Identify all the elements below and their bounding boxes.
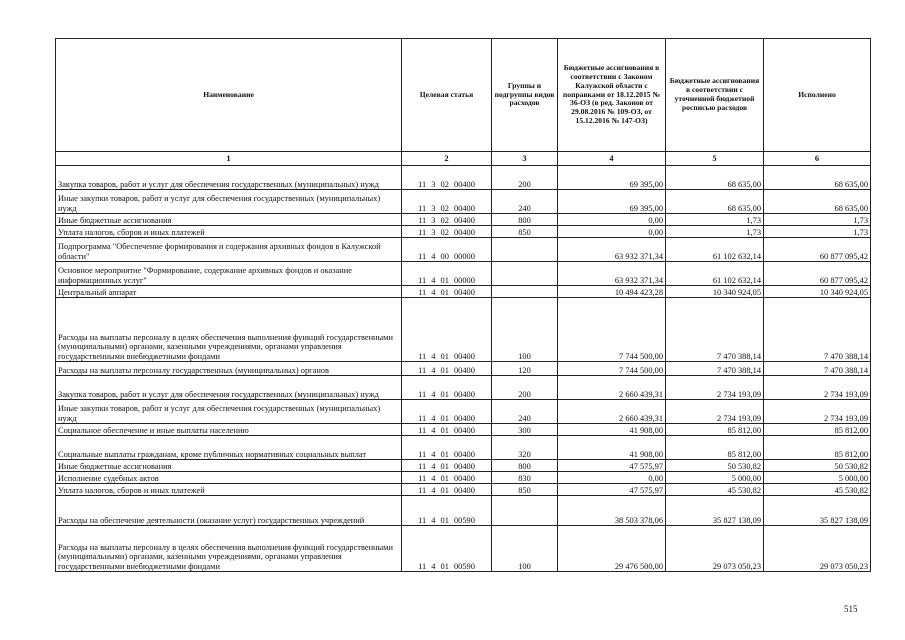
row-target-article: 11 4 00 00000 [402,238,492,262]
row-target-article: 11 4 01 00590 [402,526,492,572]
table-row [56,400,871,424]
row-name: Социальное обеспечение и иные выплаты населению [56,424,402,436]
row-roster-appropriation: 1,73 [666,226,764,238]
table-row [56,286,871,298]
header-executed: Исполнено [764,39,871,152]
row-expense-group: 120 [492,362,558,376]
row-law-appropriation: 7 744 500,00 [558,298,666,362]
table-row [56,238,871,262]
row-law-appropriation: 29 476 500,00 [558,526,666,572]
row-executed-amount: 85 812,00 [764,436,871,460]
row-roster-appropriation: 61 102 632,14 [666,262,764,286]
row-expense-group: 850 [492,484,558,496]
header-expense-groups: Группы и подгруппы видов расходов [492,39,558,152]
row-name: Расходы на выплаты персоналу в целях обеспечения выполнения функций государственными (муниципальными) органами, казенными учреждениями, органами управления государственными внебюджетными фондами [56,526,402,572]
row-law-appropriation: 10 494 423,28 [558,286,666,298]
row-target-article: 11 4 01 00590 [402,496,492,526]
row-roster-appropriation: 68 635,00 [666,190,764,214]
row-expense-group: 100 [492,526,558,572]
row-executed-amount: 68 635,00 [764,190,871,214]
row-target-article: 11 4 01 00400 [402,472,492,484]
row-roster-appropriation: 2 734 193,09 [666,400,764,424]
column-number: 6 [764,152,871,166]
row-expense-group [492,286,558,298]
budget-execution-table [55,38,871,572]
header-name: Наименование [56,39,402,152]
row-law-appropriation: 0,00 [558,214,666,226]
row-name: Подпрограмма "Обеспечение формирования и содержания архивных фондов в Калужской области" [56,238,402,262]
row-executed-amount: 1,73 [764,226,871,238]
row-name: Иные бюджетные ассигнования [56,460,402,472]
row-law-appropriation: 0,00 [558,472,666,484]
row-expense-group: 800 [492,460,558,472]
table-body [56,166,871,572]
row-roster-appropriation: 7 470 388,14 [666,362,764,376]
row-executed-amount: 10 340 924,05 [764,286,871,298]
row-expense-group: 200 [492,376,558,400]
row-target-article: 11 4 01 00400 [402,298,492,362]
row-executed-amount: 45 530,82 [764,484,871,496]
row-expense-group [492,496,558,526]
row-roster-appropriation: 5 000,00 [666,472,764,484]
row-executed-amount: 5 000,00 [764,472,871,484]
row-executed-amount: 68 635,00 [764,166,871,190]
row-expense-group: 240 [492,400,558,424]
row-target-article: 11 4 01 00400 [402,484,492,496]
row-executed-amount: 7 470 388,14 [764,298,871,362]
row-executed-amount: 35 827 138,09 [764,496,871,526]
page-number: 515 [844,604,858,614]
table-row [56,262,871,286]
row-executed-amount: 29 073 050,23 [764,526,871,572]
row-expense-group: 100 [492,298,558,362]
row-executed-amount: 60 877 095,42 [764,238,871,262]
row-target-article: 11 4 01 00400 [402,362,492,376]
row-law-appropriation: 63 932 371,34 [558,238,666,262]
row-name: Уплата налогов, сборов и иных платежей [56,484,402,496]
row-name: Иные закупки товаров, работ и услуг для обеспечения государственных (муниципальных) нужд [56,400,402,424]
row-roster-appropriation: 61 102 632,14 [666,238,764,262]
row-law-appropriation: 47 575,97 [558,460,666,472]
column-number: 3 [492,152,558,166]
row-roster-appropriation: 35 827 138,09 [666,496,764,526]
row-law-appropriation: 41 908,00 [558,436,666,460]
row-target-article: 11 4 01 00000 [402,262,492,286]
table-row [56,496,871,526]
row-name: Закупка товаров, работ и услуг для обеспечения государственных (муниципальных) нужд [56,376,402,400]
row-name: Основное мероприятие "Формирование, содержание архивных фондов и оказание информационных услуг" [56,262,402,286]
row-roster-appropriation: 7 470 388,14 [666,298,764,362]
row-target-article: 11 3 02 00400 [402,190,492,214]
table-row [56,214,871,226]
row-name: Уплата налогов, сборов и иных платежей [56,226,402,238]
table-row [56,484,871,496]
row-target-article: 11 3 02 00400 [402,214,492,226]
row-roster-appropriation: 2 734 193,09 [666,376,764,400]
row-target-article: 11 4 01 00400 [402,436,492,460]
row-target-article: 11 4 01 00400 [402,286,492,298]
row-name: Иные закупки товаров, работ и услуг для обеспечения государственных (муниципальных) нужд [56,190,402,214]
header-target-article: Целевая статья [402,39,492,152]
row-expense-group: 300 [492,424,558,436]
table-row [56,424,871,436]
row-executed-amount: 2 734 193,09 [764,376,871,400]
row-law-appropriation: 0,00 [558,226,666,238]
table-row [56,472,871,484]
row-name: Расходы на выплаты персоналу государственных (муниципальных) органов [56,362,402,376]
table-row [56,190,871,214]
row-expense-group: 240 [492,190,558,214]
row-expense-group [492,238,558,262]
row-roster-appropriation: 85 812,00 [666,436,764,460]
row-expense-group: 830 [492,472,558,484]
row-expense-group: 200 [492,166,558,190]
row-executed-amount: 60 877 095,42 [764,262,871,286]
table-row [56,436,871,460]
column-number: 4 [558,152,666,166]
row-expense-group: 320 [492,436,558,460]
row-law-appropriation: 69 395,00 [558,166,666,190]
row-executed-amount: 85 812,00 [764,424,871,436]
table-row [56,166,871,190]
row-roster-appropriation: 45 530,82 [666,484,764,496]
row-law-appropriation: 2 660 439,31 [558,400,666,424]
table-row [56,460,871,472]
table-row [56,362,871,376]
row-law-appropriation: 7 744 500,00 [558,362,666,376]
row-expense-group: 800 [492,214,558,226]
row-name: Иные бюджетные ассигнования [56,214,402,226]
table-row [56,376,871,400]
column-number: 2 [402,152,492,166]
column-number: 1 [56,152,402,166]
row-law-appropriation: 2 660 439,31 [558,376,666,400]
row-roster-appropriation: 10 340 924,05 [666,286,764,298]
row-name: Расходы на обеспечение деятельности (оказание услуг) государственных учреждений [56,496,402,526]
header-roster-appropriations: Бюджетные ассигнования в соответствии с уточненной бюджетной росписью расходов [666,39,764,152]
row-law-appropriation: 63 932 371,34 [558,262,666,286]
row-roster-appropriation: 68 635,00 [666,166,764,190]
row-law-appropriation: 41 908,00 [558,424,666,436]
row-executed-amount: 7 470 388,14 [764,362,871,376]
row-executed-amount: 2 734 193,09 [764,400,871,424]
row-target-article: 11 4 01 00400 [402,376,492,400]
row-name: Расходы на выплаты персоналу в целях обеспечения выполнения функций государственными (муниципальными) органами, казенными учреждениями, органами управления государственными внебюджетными фондами [56,298,402,362]
row-roster-appropriation: 29 073 050,23 [666,526,764,572]
row-executed-amount: 50 530,82 [764,460,871,472]
column-number: 5 [666,152,764,166]
row-law-appropriation: 69 395,00 [558,190,666,214]
row-name: Социальные выплаты гражданам, кроме публичных нормативных социальных выплат [56,436,402,460]
row-law-appropriation: 38 503 378,06 [558,496,666,526]
row-roster-appropriation: 1,73 [666,214,764,226]
row-law-appropriation: 47 575,97 [558,484,666,496]
row-target-article: 11 4 01 00400 [402,400,492,424]
header-row [56,39,871,152]
table-row [56,526,871,572]
row-name: Центральный аппарат [56,286,402,298]
row-expense-group [492,262,558,286]
header-law-appropriations: Бюджетные ассигнования в соответствии с Законом Калужской области с поправками от 18.12.2015 № 36-ОЗ (в ред. Законов от 29.08.2016 № 109-ОЗ, от 15.12.2016 № 147-ОЗ) [558,39,666,152]
row-target-article: 11 4 01 00400 [402,424,492,436]
row-target-article: 11 3 02 00400 [402,166,492,190]
row-executed-amount: 1,73 [764,214,871,226]
row-roster-appropriation: 50 530,82 [666,460,764,472]
row-roster-appropriation: 85 812,00 [666,424,764,436]
row-name: Закупка товаров, работ и услуг для обеспечения государственных (муниципальных) нужд [56,166,402,190]
row-target-article: 11 3 02 00400 [402,226,492,238]
table-row [56,226,871,238]
row-expense-group: 850 [492,226,558,238]
column-number-row [56,152,871,166]
table-row [56,298,871,362]
row-name: Исполнение судебных актов [56,472,402,484]
row-target-article: 11 4 01 00400 [402,460,492,472]
